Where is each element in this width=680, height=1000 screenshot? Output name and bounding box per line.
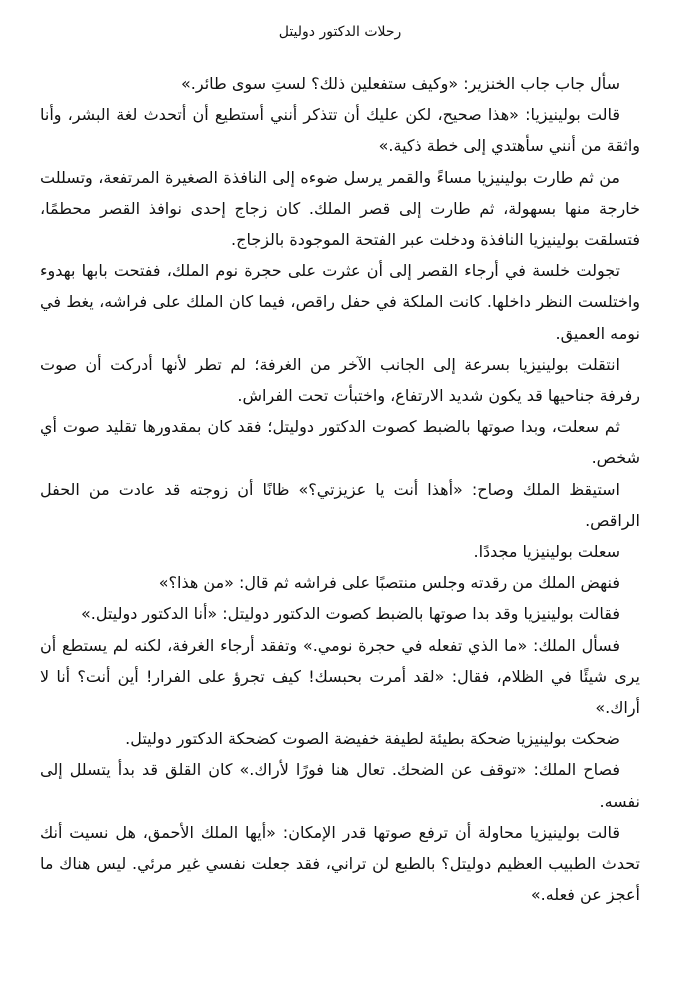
paragraph: استيقظ الملك وصاح: «أهذا أنت يا عزيزتي؟» ظانًا أن زوجته قد عادت من الحفل الراقص. — [40, 479, 640, 530]
paragraph: قالت بولينيزيا: «هذا صحيح، لكن عليك أن تتذكر أنني أستطيع أن أتحدث لغة البشر، وأنا واثقة من أنني سأهتدي إلى خطة ذكية.» — [40, 105, 640, 156]
paragraph: سأل جاب جاب الخنزير: «وكيف ستفعلين ذلك؟ لستِ سوى طائر.» — [181, 74, 620, 93]
paragraph: ضحكت بولينيزيا ضحكة بطيئة لطيفة خفيضة الصوت كضحكة الدكتور دوليتل. — [125, 729, 620, 749]
running-header: رحلات الدكتور دوليتل — [278, 24, 402, 40]
paragraph: قالت بولينيزيا محاولة أن ترفع صوتها قدر الإمكان: «أيها الملك الأحمق، هل نسيت أنك تحدث الطبيب العظيم دوليتل؟ بالطبع لن تراني، فقد جعلت نفسي غير مرئي. ليس هناك ما أعجز عن فعله.» — [40, 822, 640, 905]
paragraph: سعلت بولينيزيا مجددًا. — [473, 542, 620, 562]
paragraph: فنهض الملك من رقدته وجلس منتصبًا على فراشه ثم قال: «من هذا؟» — [158, 573, 620, 593]
paragraph: فقالت بولينيزيا وقد بدا صوتها بالضبط كصوت الدكتور دوليتل: «أنا الدكتور دوليتل.» — [80, 604, 620, 624]
body-text — [40, 68, 640, 910]
paragraph: فسأل الملك: «ما الذي تفعله في حجرة نومي.» وتفقد أرجاء الغرفة، لكنه لم يستطع أن يرى شيئًا في الظلام، فقال: «لقد أمرت بحبسك! كيف تجرؤ على الفرار! أين أنت؟ أنا لا أراك.» — [40, 635, 640, 718]
paragraph: من ثم طارت بولينيزيا مساءً والقمر يرسل ضوءه إلى النافذة الصغيرة المرتفعة، وتسللت خارجة منها بسهولة، ثم طارت إلى قصر الملك. كان زجاج إحدى نوافذ القصر محطمًا، فتسلقت بولينيزيا النافذة ودخلت عبر الفتحة الموجودة بالزجاج. — [40, 167, 640, 250]
paragraph: فصاح الملك: «توقف عن الضحك. تعال هنا فورًا لأراك.» كان القلق قد بدأ يتسلل إلى نفسه. — [40, 760, 640, 811]
paragraph: ثم سعلت، وبدا صوتها بالضبط كصوت الدكتور دوليتل؛ فقد كان بمقدورها تقليد صوت أي شخص. — [40, 417, 640, 468]
paragraph: انتقلت بولينيزيا بسرعة إلى الجانب الآخر من الغرفة؛ لم تطر لأنها أدركت أن صوت رفرفة جناحيها قد يكون شديد الارتفاع، واختبأت تحت الفراش. — [40, 354, 640, 406]
paragraph: تجولت خلسة في أرجاء القصر إلى أن عثرت على حجرة نوم الملك، ففتحت بابها بهدوء واختلست النظر داخلها. كانت الملكة في حفل راقص، فيما كان الملك على فراشه، يغط في نومه العميق. — [40, 261, 640, 343]
